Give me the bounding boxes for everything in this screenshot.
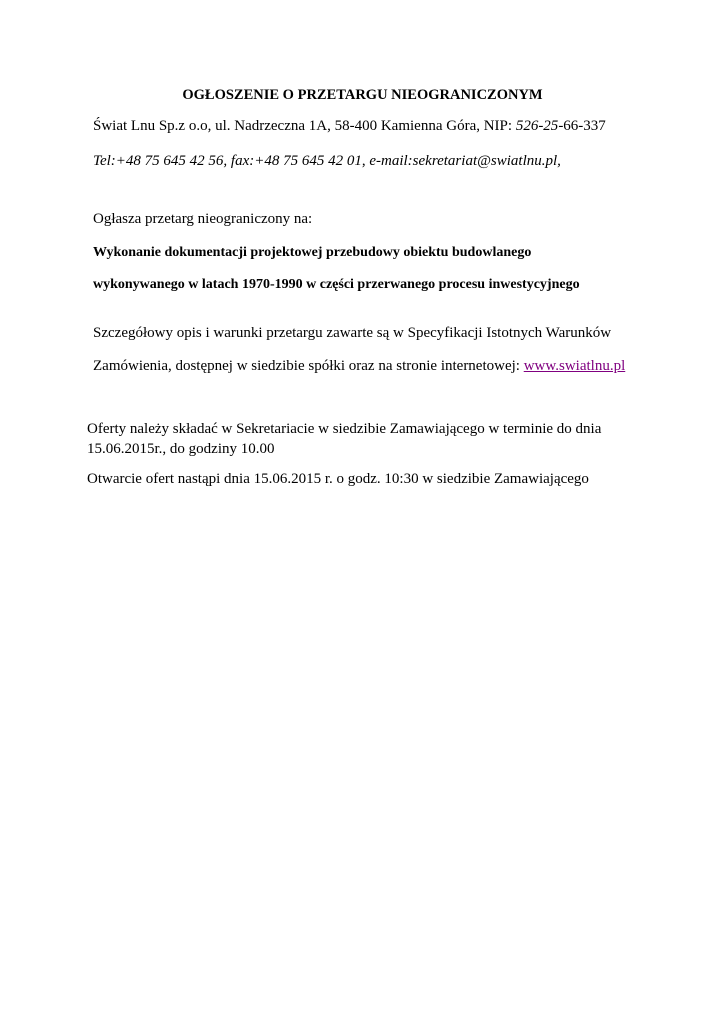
opening-line: Otwarcie ofert nastąpi dnia 15.06.2015 r. o godz. 10:30 w siedzibie Zamawiającego bbox=[87, 471, 589, 487]
contact-line bbox=[93, 152, 561, 170]
tel-fax: Tel:+48 75 645 42 56, fax:+48 75 645 42 01 bbox=[93, 153, 362, 169]
email-text: e-mail:sekretariat@swiatlnu.pl, bbox=[369, 153, 561, 169]
subject-line-1: Wykonanie dokumentacji projektowej przebudowy obiektu budowlanego bbox=[93, 245, 532, 260]
details-line-2 bbox=[93, 357, 625, 375]
company-line bbox=[93, 117, 606, 135]
nip-italic: 526-25 bbox=[515, 118, 559, 134]
offers-line-2: 15.06.2015r., do godziny 10.00 bbox=[87, 441, 275, 457]
details-line-2-text: Zamówienia, dostępnej w siedzibie spółki oraz na stronie internetowej: bbox=[93, 358, 524, 374]
announce-text: Ogłasza przetarg nieograniczony na: bbox=[93, 211, 313, 227]
document-title: OGŁOSZENIE O PRZETARGU NIEOGRANICZONYM bbox=[182, 87, 543, 103]
contact-separator: , bbox=[361, 153, 370, 169]
website-link[interactable]: www.swiatlnu.pl bbox=[523, 358, 626, 374]
company-line-text: Świat Lnu Sp.z o.o, ul. Nadrzeczna 1A, 58-400 Kamienna Góra, NIP: bbox=[93, 118, 516, 134]
offers-line-1: Oferty należy składać w Sekretariacie w siedzibie Zamawiającego w terminie do dnia bbox=[87, 421, 602, 437]
nip-rest: -66-337 bbox=[558, 118, 606, 134]
details-line-1: Szczegółowy opis i warunki przetargu zawarte są w Specyfikacji Istotnych Warunków bbox=[93, 325, 612, 341]
subject-line-2: wykonywanego w latach 1970-1990 w części przerwanego procesu inwestycyjnego bbox=[93, 277, 580, 292]
